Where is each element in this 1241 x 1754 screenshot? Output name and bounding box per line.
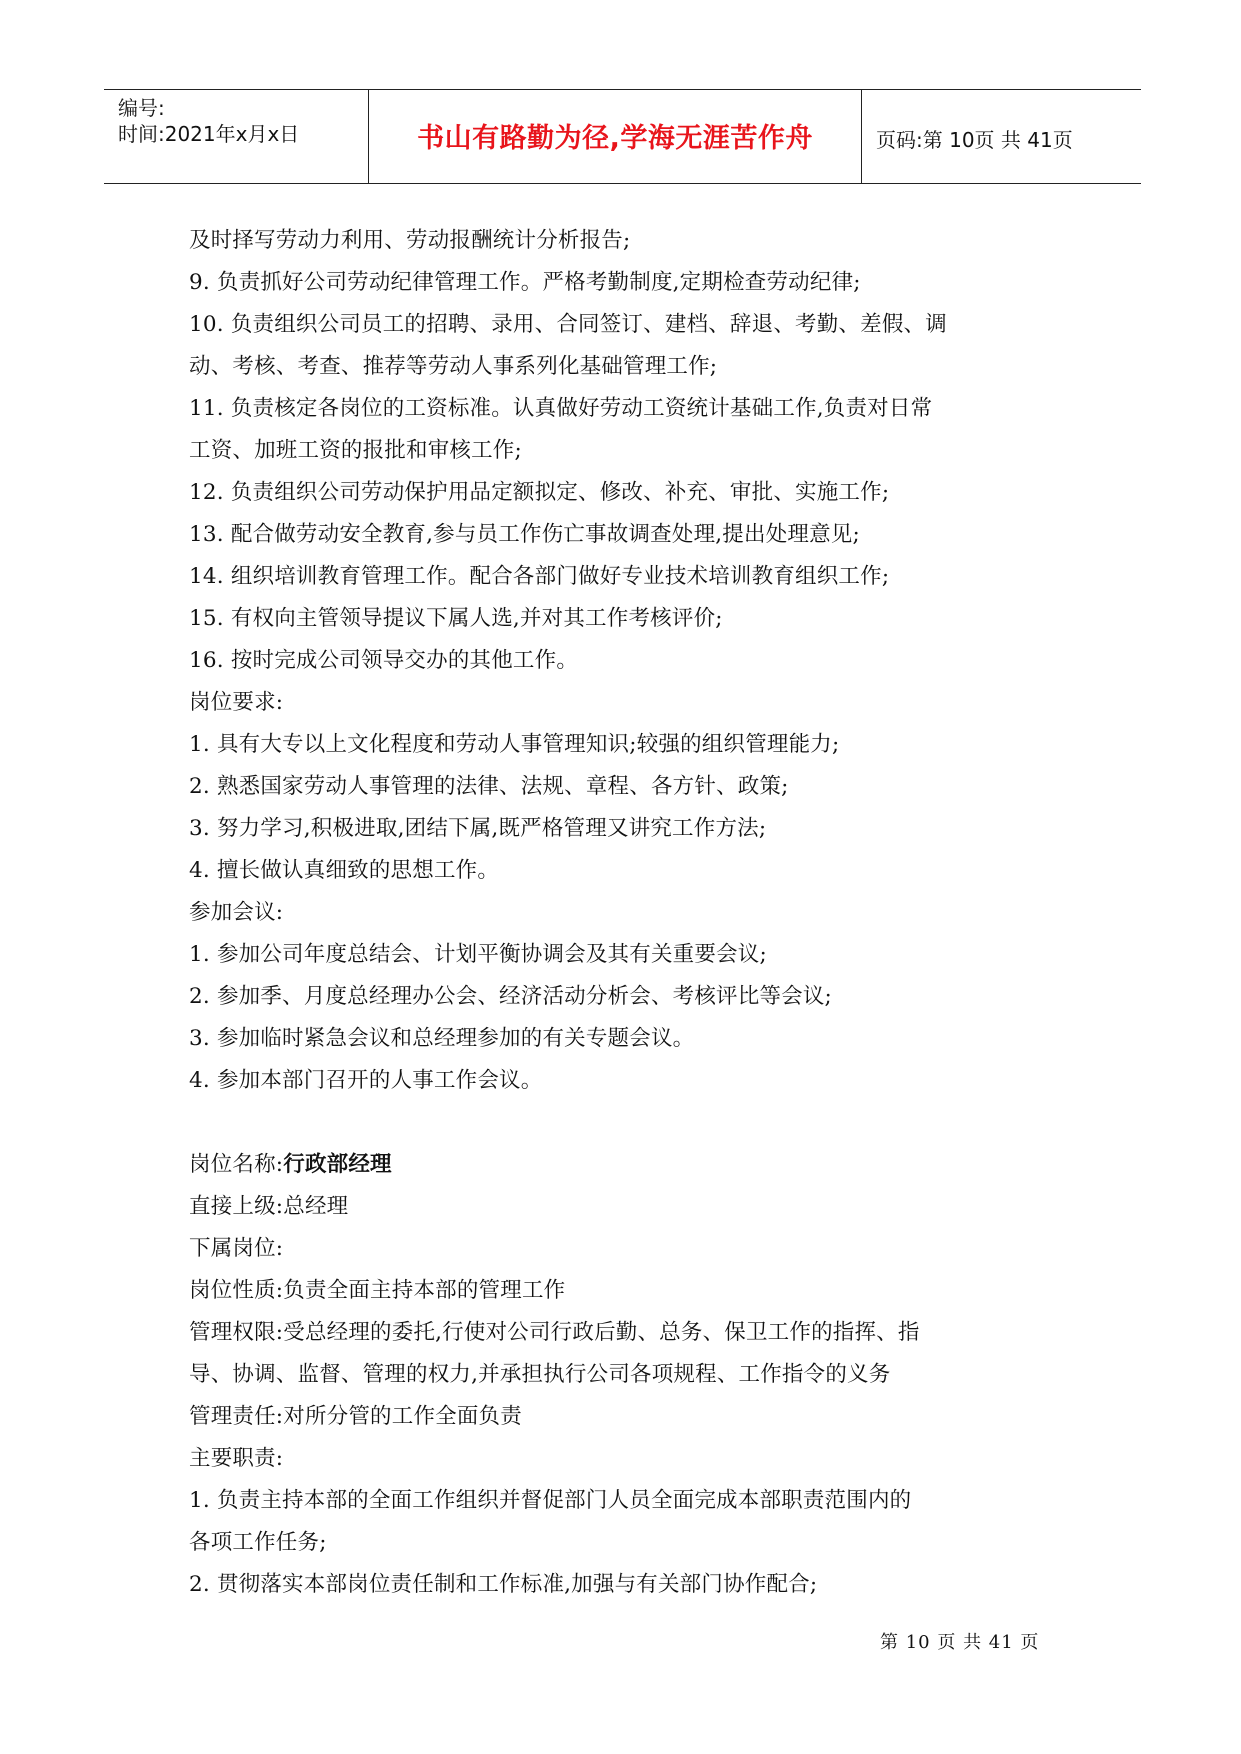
body-line: 1. 参加公司年度总结会、计划平衡协调会及其有关重要会议; [189,942,767,967]
body-line: 3. 参加临时紧急会议和总经理参加的有关专题会议。 [189,1026,695,1051]
page-footer: 第 10 页 共 41 页 [880,1632,1040,1653]
body-line: 4. 参加本部门召开的人事工作会议。 [189,1068,543,1093]
position-name-value: 行政部经理 [283,1152,392,1177]
body-line: 2. 熟悉国家劳动人事管理的法律、法规、章程、各方针、政策; [189,774,789,799]
section-heading: 参加会议: [189,900,284,925]
position-line: 岗位性质:负责全面主持本部的管理工作 [189,1278,566,1303]
body-line: 10. 负责组织公司员工的招聘、录用、合同签订、建档、辞退、考勤、差假、调 [189,312,947,337]
header-right-cell [862,90,1141,183]
paragraph-gap [189,1102,1069,1144]
body-line: 3. 努力学习,积极进取,团结下属,既严格管理又讲究工作方法; [189,816,767,841]
position-line: 管理责任:对所分管的工作全面负责 [189,1404,522,1429]
body-line: 13. 配合做劳动安全教育,参与员工作伤亡事故调查处理,提出处理意见; [189,522,860,547]
header-middle-cell [368,90,862,183]
document-number-label: 编号: [118,96,165,120]
position-line: 管理权限:受总经理的委托,行使对公司行政后勤、总务、保卫工作的指挥、指 [189,1320,920,1345]
document-header [104,89,1141,184]
position-line: 2. 贯彻落实本部岗位责任制和工作标准,加强与有关部门协作配合; [189,1572,818,1597]
document-time-label: 时间:2021年x月x日 [118,122,300,146]
position-line: 直接上级:总经理 [189,1194,349,1219]
position-line: 各项工作任务; [189,1530,327,1555]
body-line: 11. 负责核定各岗位的工资标准。认真做好劳动工资统计基础工作,负责对日常 [189,396,933,421]
body-line: 16. 按时完成公司领导交办的其他工作。 [189,648,579,673]
body-line: 及时择写劳动力利用、劳动报酬统计分析报告; [189,228,631,253]
section-heading: 岗位要求: [189,690,284,715]
body-line: 1. 具有大专以上文化程度和劳动人事管理知识;较强的组织管理能力; [189,732,840,757]
body-line: 9. 负责抓好公司劳动纪律管理工作。严格考勤制度,定期检查劳动纪律; [189,270,861,295]
position-name-line [189,1144,1069,1186]
header-page-number: 页码:第 10页 共 41页 [876,128,1073,152]
document-body [189,220,1069,1606]
body-line: 14. 组织培训教育管理工作。配合各部门做好专业技术培训教育组织工作; [189,564,890,589]
body-line: 4. 擅长做认真细致的思想工作。 [189,858,500,883]
position-line: 导、协调、监督、管理的权力,并承担执行公司各项规程、工作指令的义务 [189,1362,891,1387]
header-motto: 书山有路勤为径,学海无涯苦作舟 [417,123,813,154]
section-heading: 主要职责: [189,1446,284,1471]
body-line: 12. 负责组织公司劳动保护用品定额拟定、修改、补充、审批、实施工作; [189,480,890,505]
position-line: 1. 负责主持本部的全面工作组织并督促部门人员全面完成本部职责范围内的 [189,1488,912,1513]
header-left-cell [104,90,368,183]
position-line: 下属岗位: [189,1236,284,1261]
body-line: 15. 有权向主管领导提议下属人选,并对其工作考核评价; [189,606,723,631]
position-name-label: 岗位名称: [189,1152,284,1177]
body-line: 动、考核、考查、推荐等劳动人事系列化基础管理工作; [189,354,718,379]
body-line: 工资、加班工资的报批和审核工作; [189,438,522,463]
body-line: 2. 参加季、月度总经理办公会、经济活动分析会、考核评比等会议; [189,984,832,1009]
